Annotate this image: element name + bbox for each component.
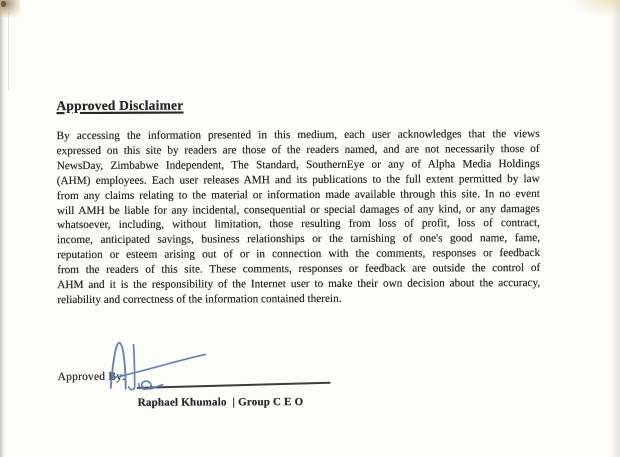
paragraph-line: NewsDay, Zimbabwe Independent, The Standard, SouthernEye or any of Alpha Media Holdings xyxy=(56,157,540,172)
paragraph-line: AHM and it is the responsibility of the Internet user to make their own decision about the accuracy, xyxy=(57,277,541,292)
paragraph-line: whatsoever, including, without limitation, those resulting from loss of profit, loss of contract, xyxy=(56,217,541,232)
disclaimer-paragraph xyxy=(57,127,541,308)
paragraph-line: from any claims relating to the material or information made available through this site. In no event xyxy=(56,187,540,202)
paragraph-line: expressed on this site by readers are those of the readers named, and are not necessarily those of xyxy=(56,142,540,158)
approved-by-label: Approved By: xyxy=(57,370,126,384)
paragraph-line: from the readers of this site. These comments, responses or feedback are outside the control of xyxy=(57,262,541,277)
paragraph-line: reputation or esteem arising out of or in connection with the comments, responses or feedback xyxy=(57,247,541,262)
paragraph-line: reliability and correctness of the information contained therein. xyxy=(57,292,342,307)
paragraph-line: income, anticipated savings, business relationships or the tarnishing of one's good name, fame, xyxy=(57,232,541,247)
signature-ink xyxy=(98,334,218,399)
paragraph-line: will AMH be liable for any incidental, consequential or special damages of any kind, or any damages xyxy=(56,202,540,217)
paragraph-line: By accessing the information presented in this medium, each user acknowledges that the views xyxy=(56,127,540,143)
document-title: Approved Disclaimer xyxy=(56,97,184,114)
paragraph-line: (AHM) employees. Each user releases AMH and its publications to the full extent permitted by law xyxy=(56,172,540,187)
signatory-name: Raphael Khumalo | Group C E O xyxy=(137,396,304,409)
